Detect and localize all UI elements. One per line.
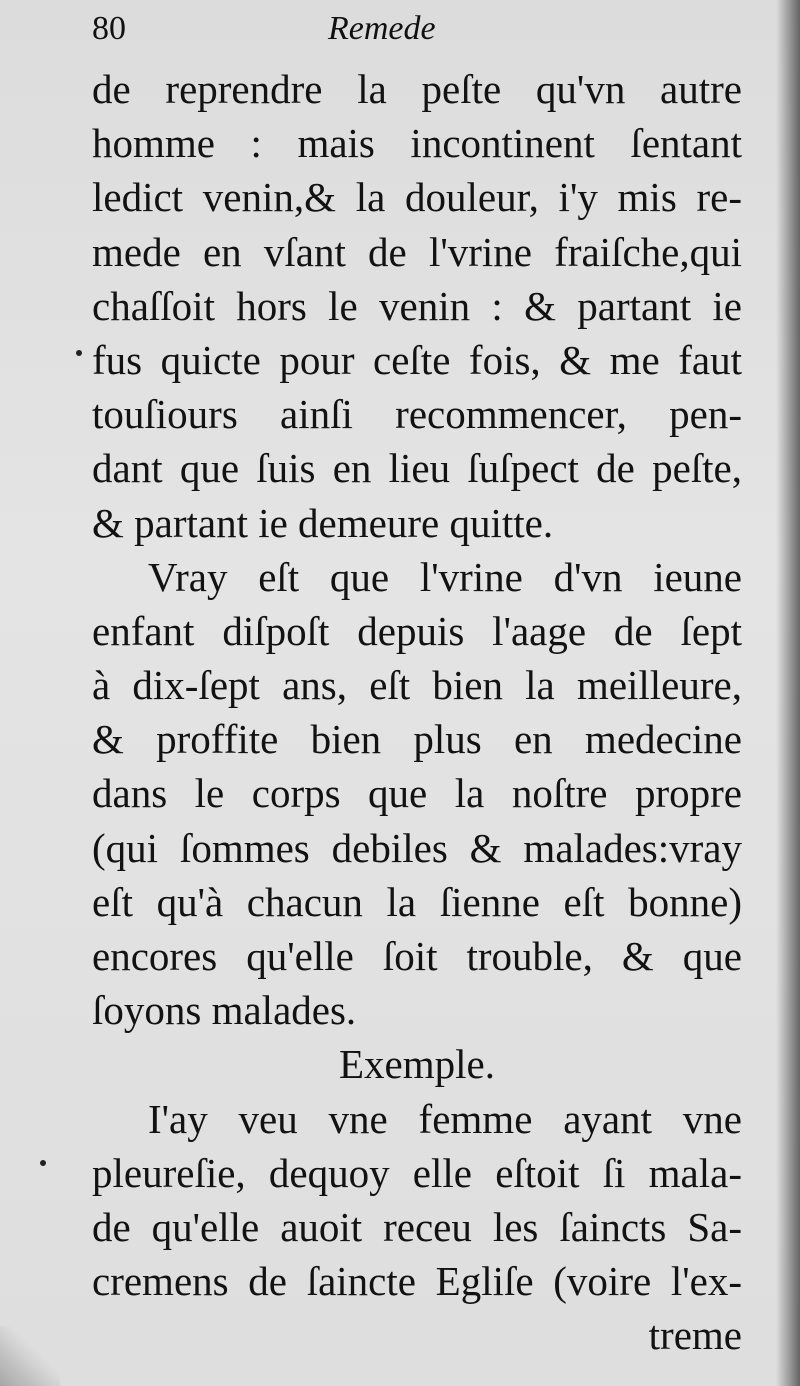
page-number: 80 [92, 10, 126, 47]
text-line: (qui ſommes debiles & malades:vray [92, 824, 742, 871]
text-line: enfant diſpoſt depuis l'aage de ſept [92, 607, 742, 654]
text-line: eſt qu'à chacun la ſienne eſt bonne) [92, 878, 742, 925]
text-line: de qu'elle auoit receu les ſaincts Sa- [92, 1203, 742, 1250]
text-line: mede en vſant de l'vrine fraiſche,qui [92, 228, 742, 275]
text-line: dant que ſuis en lieu ſuſpect de peſte, [92, 445, 742, 492]
ink-speck [40, 1160, 46, 1166]
text-line: à dix-ſept ans, eſt bien la meilleure, [92, 662, 742, 709]
body-text [92, 62, 742, 1363]
text-line: & partant ie demeure quitte. [92, 499, 554, 546]
section-heading: Exemple. [339, 1041, 495, 1088]
text-line: chaſſoit hors le venin : & partant ie [92, 282, 742, 329]
page-header [88, 10, 748, 50]
ink-speck [76, 350, 82, 356]
text-line: cremens de ſaincte Egliſe (voire l'ex- [92, 1258, 742, 1305]
text-line: pleureſie, dequoy elle eſtoit ſi mala- [92, 1149, 742, 1196]
text-line: ſoyons malades. [92, 987, 357, 1034]
page-edge-shadow [776, 0, 800, 1386]
text-line: de reprendre la peſte qu'vn autre [92, 66, 742, 112]
text-line: touſiours ainſi recommencer, pen- [92, 391, 742, 438]
text-line: encores qu'elle ſoit trouble, & que [92, 933, 742, 979]
catchword: treme [648, 1312, 742, 1359]
text-line: homme : mais incontinent ſentant [92, 120, 742, 167]
running-head: Remede [328, 10, 436, 47]
corner-shadow [0, 1326, 60, 1386]
text-line: ledict venin,& la douleur, i'y mis re- [92, 174, 742, 221]
text-line: & proffite bien plus en medecine [92, 716, 742, 763]
text-line: dans le corps que la noſtre propre [92, 770, 742, 817]
text-line: Vray eſt que l'vrine d'vn ieune [148, 553, 742, 600]
text-line: I'ay veu vne femme ayant vne [148, 1095, 742, 1142]
text-line: fus quicte pour ceſte fois, & me faut [92, 336, 742, 383]
